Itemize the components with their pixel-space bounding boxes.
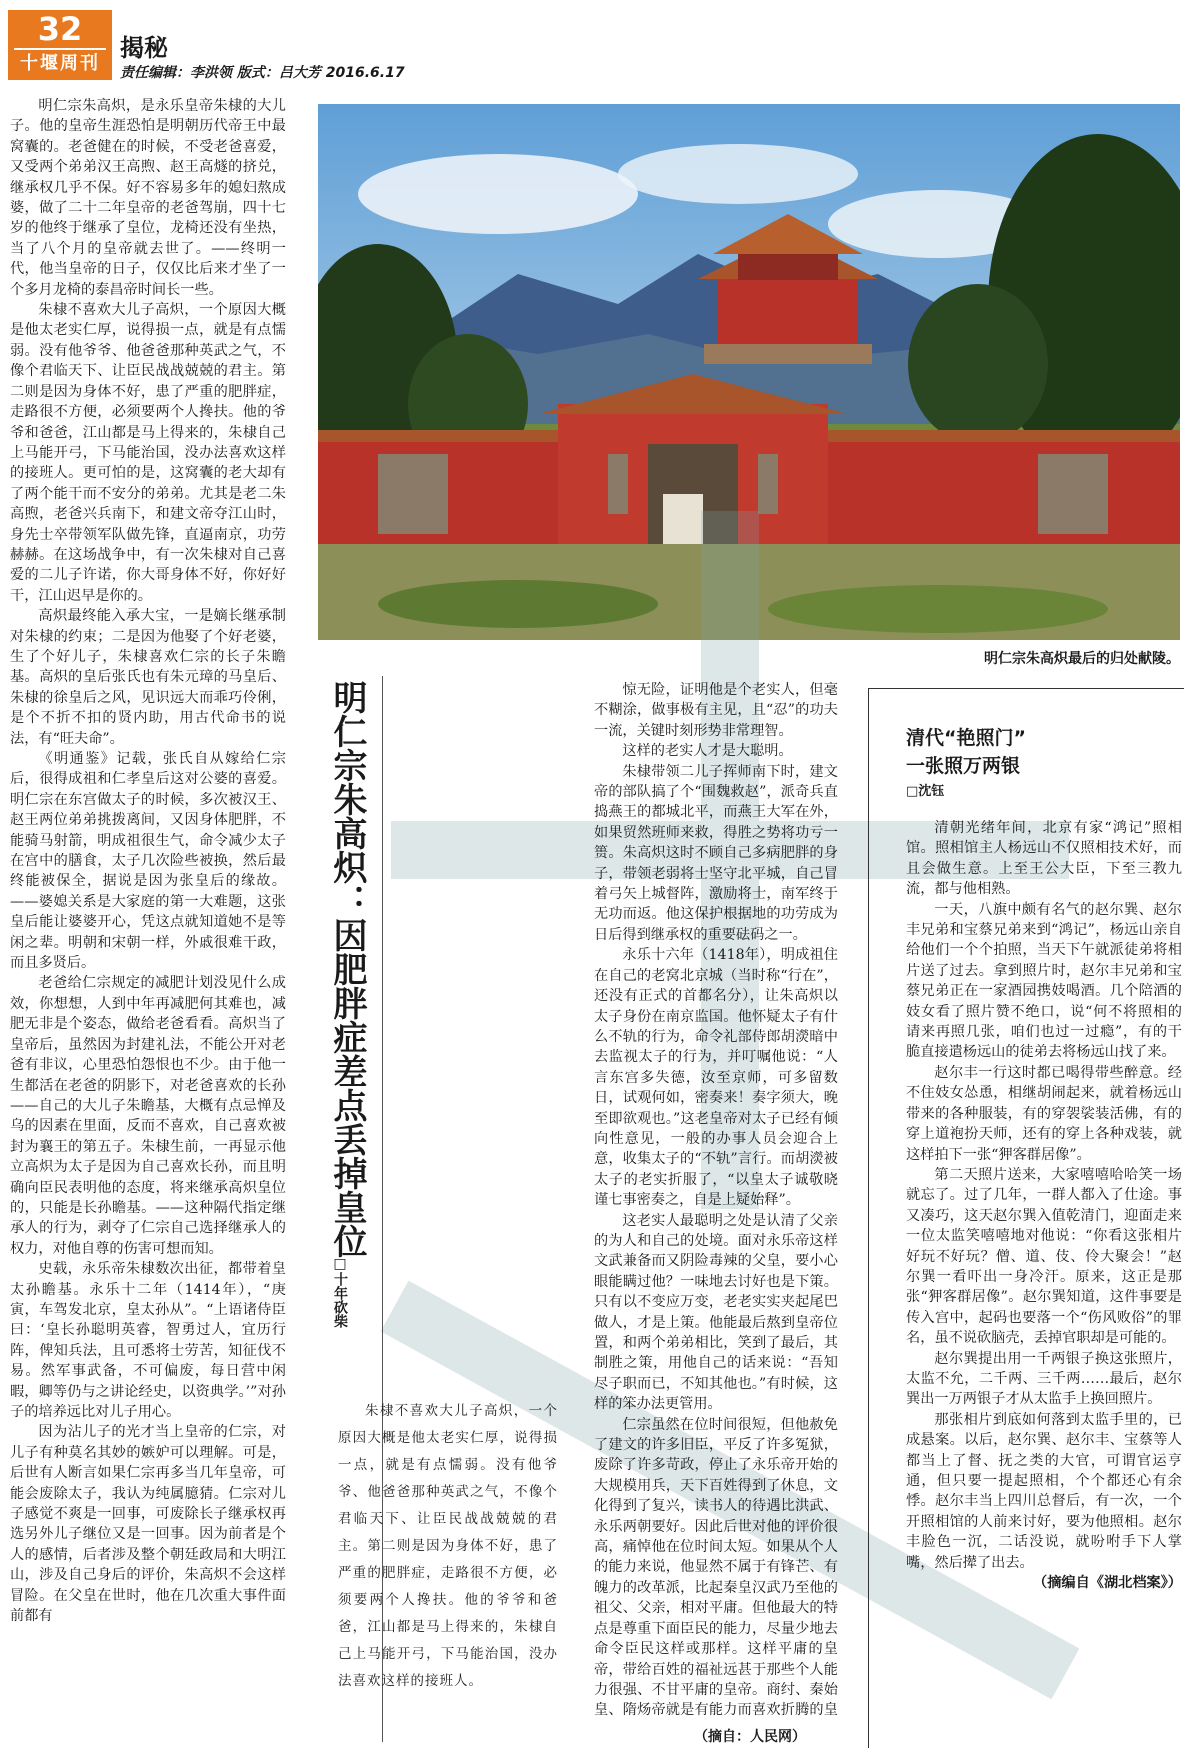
- photo-caption: 明仁宗朱高炽最后的归处献陵。: [984, 651, 1180, 667]
- side-article-paragraph: 赵尔巽提出用一千两银子换这张照片，太监不允，二千两、三千两……最后，赵尔巽出一万两银子才从太监手上换回照片。: [906, 1350, 1182, 1408]
- main-article-source: （摘自：人民网）: [694, 1729, 806, 1745]
- side-title-line-1: 清代“艳照门”: [906, 727, 1026, 749]
- article-paragraph: 老爸给仁宗规定的减肥计划没见什么成效，你想想，人到中年再减肥何其难也，减肥无非是个姿态，做给老爸看看。高炽当了皇帝后，虽然因为封建礼法，不能公开对老爸有非议，心里恐怕怨恨也不少。由于他一生都活在老爸的阴影下，对老爸喜欢的长孙——自己的大儿子朱瞻基，大概有点忌惮及乌的因素在里面，反而不喜欢，自己喜欢被封为襄王的第五子。朱棣生前，一再显示他立高炽为太子是因为自己喜欢长孙，而且明确向臣民表明他的态度，将来继承高炽皇位的，只能是长孙瞻基。——这种隔代指定继承人的行为，剥夺了仁宗自己选择继承人的权力，对他自尊的伤害可想而知。: [10, 975, 286, 1257]
- article-paragraph: 高炽最终能入承大宝，一是嫡长继承制对朱棣的约束；二是因为他娶了个好老婆，生了个好儿子，朱棣喜欢仁宗的长子朱瞻基。高炽的皇后张氏也有朱元璋的马皇后、朱棣的徐皇后之风，见识远大而乖巧伶俐，是个不折不扣的贤内助，用古代命书的说法，有“旺夫命”。: [10, 608, 286, 747]
- article-paragraph: 这样的老实人才是大聪明。: [622, 743, 793, 760]
- article-paragraph: 明仁宗朱高炽，是永乐皇帝朱棣的大儿子。他的皇帝生涯恐怕是明朝历代帝王中最窝囊的。老爸健在的时候，不受老爸喜爱，又受两个弟弟汉王高煦、赵王高燧的挤兑，继承权几乎不保。好不容易多年的媳妇熬成婆，做了二十二年皇帝的老爸驾崩，四十七岁的他终于继承了皇位，龙椅还没有坐热，当了八个月的皇帝就去世了。——终明一代，他当皇帝的日子，仅仅比后来才坐了一个多月龙椅的泰昌帝时间长一些。: [10, 98, 286, 298]
- article-paragraph: 朱棣带领二儿子挥师南下时，建文帝的部队搞了个“围魏救赵”，派奇兵直捣燕王的都城北平，而燕王大军在外，如果贸然班师来救，得胜之势将功亏一篑。朱高炽这时不顾自己多病肥胖的身子，带领老弱将士坚守北平城，自己冒着弓矢上城督阵，激励将士，南军终于无功而返。他这保护根据地的功劳成为日后得到继承权的重要砝码之一。: [594, 763, 838, 943]
- section-title: 揭秘: [120, 34, 168, 62]
- article-paragraph: 永乐十六年（1418年），明成祖住在自己的老窝北京城（当时称“行在”，还没有正式的首都名分），让朱高炽以太子身份在南京监国。他怀疑太子有什么不轨的行为，命令礼部侍郎胡濙暗中去监视太子的行为，并叮嘱他说：“人言东宫多失德，汝至京师，可多留数日，试观何如，密奏来！奏字须大，晚至即欲观也。”这老皇帝对太子已经有倾向性意见，一般的办事人员会迎合上意，收集太子的“不轨”言行。而胡濙被太子的老实折服了，“以皇太子诚敬晓谨七事密奏之，自是上疑始释”。: [594, 947, 838, 1209]
- pull-quote: 朱棣不喜欢大儿子高炽，一个原因大概是他太老实仁厚，说得损一点，就是有点懦弱。没有他爷爷、他爸爸那种英武之气，不像个君临天下、让臣民战战兢兢的君主。第二则是因为身体不好，患了严重的肥胖症，走路很不方便，必须要两个人搀扶。他的爷爷和爸爸，江山都是马上得来的，朱棣自己上马能开弓，下马能治国，没办法喜欢这样的接班人。: [338, 1403, 558, 1689]
- main-article-title: 明仁宗朱高炽：因肥胖症差点丢掉皇位: [327, 680, 367, 1258]
- left-column-text: [10, 96, 286, 1746]
- middle-column-text: [594, 680, 838, 1720]
- page-header: [0, 0, 1200, 90]
- page-number: 32: [37, 10, 83, 48]
- side-article-text: [906, 818, 1182, 1748]
- side-article-author: □沈钰: [906, 784, 945, 799]
- article-paragraph: 惊无险，证明他是个老实人，但毫不糊涂，做事极有主见，且“忍”的功夫一流，关键时刻形势非常理智。: [594, 682, 838, 739]
- article-paragraph: 这老实人最聪明之处是认清了父亲的为人和自己的处境。面对永乐帝这样文武兼备而又阴险毒辣的父皇，要小心眼能瞒过他？一味地去讨好也是下策。只有以不变应万变，老老实实夹起尾巴做人，才是上策。他能最后熬到皇帝位置，和两个弟弟相比，笑到了最后，其制胜之策，用他自己的话来说：“吾知尽子职而已，不知其他也。”有时候，这样的笨办法更管用。: [594, 1212, 838, 1413]
- article-paragraph: 仁宗虽然在位时间很短，但他赦免了建文的许多旧臣，平反了许多冤狱，废除了许多苛政，停止了永乐帝开始的大规模用兵，天下百姓得到了休息，文化得到了复兴，读书人的待遇比洪武、永乐两朝要好。因此后世对他的评价很高，痛悼他在位时间太短。如果从个人的能力来说，他显然不属于有锋芒、有魄力的改革派，比起秦皇汉武乃至他的祖父、父亲，相对平庸。但他最大的特点是尊重下面臣民的能力，尽量少地去命令臣民这样或那样。这样平庸的皇帝，带给百姓的福祉远甚于那些个人能力很强、不甘平庸的皇帝。商纣、秦始皇、隋炀帝就是有能力而喜欢折腾的皇: [594, 1416, 838, 1719]
- article-paragraph: 因为沾儿子的光才当上皇帝的仁宗，对儿子有种莫名其妙的嫉妒可以理解。可是，后世有人断言如果仁宗再多当几年皇帝，可能会废除太子，我认为纯属臆猜。仁宗对儿子感觉不爽是一回事，可废除长子继承权再选另外儿子继位又是一回事。因为前者是个人的感情，后者涉及整个朝廷政局和大明江山，涉及自己身后的评价，朱高炽不会这样冒险。在父皇在世时，他在几次重大事件面前都有: [10, 1424, 286, 1625]
- article-paragraph: 史载，永乐帝朱棣数次出征，都带着皇太孙瞻基。永乐十二年（1414年），“庚寅，车驾发北京，皇太孙从”。“上语诸侍臣曰：‘皇长孙聪明英睿，智勇过人，宜历行阵，俾知兵法，且可悉将士劳苦，知征伐不易。然军事武备，不可偏废，每日营中闲暇，卿等仍与之讲论经史，以资典学。’”对孙子的培养远比对儿子用心。: [10, 1261, 286, 1420]
- side-title-line-2: 一张照万两银: [906, 755, 1021, 777]
- editor-line: 责任编辑：李洪领 版式：吕大芳 2016.6.17: [120, 65, 405, 81]
- side-article-source: （摘编自《湖北档案》）: [1033, 1575, 1182, 1592]
- stele-sign: [663, 494, 703, 544]
- side-article-paragraph: 清朝光绪年间，北京有家“鸿记”照相馆。照相馆主人杨远山不仅照相技术好，而且会做生意。上至王公大臣，下至三教九流，都与他相熟。: [906, 820, 1182, 898]
- side-article-paragraph: 赵尔丰一行这时都已喝得带些醉意。经不住妓女怂恿，相继胡闹起来，就着杨远山带来的各种服装，有的穿袈裟装活佛，有的穿上道袍扮天师，还有的穿上各种戏装，就这样拍下一张“狎客群居像”。: [906, 1064, 1182, 1163]
- side-article-title: [906, 724, 1026, 780]
- main-article-byline: □十年砍柴: [332, 1256, 348, 1328]
- article-paragraph: 《明通鉴》记载，张氏自从嫁给仁宗后，很得成祖和仁孝皇后这对公婆的喜爱。明仁宗在东宫做太子的时候，多次被汉王、赵王两位弟弟挑拨离间，又因身体肥胖，不能骑马射箭，明成祖很生气，命令减少太子在宫中的膳食，太子几次险些被换，然后最终能被保全，据说是因为张皇后的缘故。——婆媳关系是大家庭的第一大难题，这张皇后能让婆婆开心，凭这点就知道她不是等闲之辈。明朝和宋朝一样，外戚很难干政，而且多贤后。: [10, 751, 286, 972]
- side-article-paragraph: 一天，八旗中颇有名气的赵尔巽、赵尔丰兄弟和宝蔡兄弟来到“鸿记”，杨远山亲自给他们一个个拍照，当天下午就派徒弟将相片送了过去。拿到照片时，赵尔丰兄弟和宝蔡兄弟正在一家酒园携妓喝酒。几个陪酒的妓女看了照片赞不绝口，说“何不将照相的请来再照几张，咱们也过一过瘾”，有的干脆直接遣杨远山的徒弟去将杨远山找了来。: [906, 901, 1182, 1061]
- paper-name: 十堰周刊: [14, 48, 106, 78]
- side-article-paragraph: 第二天照片送来，大家嘻嘻哈哈笑一场就忘了。过了几年，一群人都入了仕途。事又凑巧，这天赵尔巽入值乾清门，迎面走来一位太监笑嘻嘻地对他说：“你看这张相片好玩不好玩？僧、道、伎、伶大聚会！”赵尔巽一看吓出一身冷汗。原来，这正是那张“狎客群居像”。赵尔巽知道，这件事要是传入宫中，起码也要落一个“伤风败俗”的罪名，虽不说砍脑壳，丢掉官职却是可能的。: [906, 1166, 1182, 1347]
- tomb-photo: [318, 104, 1180, 640]
- side-article-paragraph: 那张相片到底如何落到太监手里的，已成悬案。以后，赵尔巽、赵尔丰、宝蔡等人都当上了督、抚之类的大官，可谓官运亨通，但只要一提起照相，个个都还心有余悸。赵尔丰当上四川总督后，有一次，一个开照相馆的人前来讨好，要为他照相。赵尔丰脸色一沉，二话没说，就吩咐手下人掌嘴，然后撵了出去。: [906, 1411, 1182, 1571]
- article-paragraph: 朱棣不喜欢大儿子高炽，一个原因大概是他太老实仁厚，说得损一点，就是有点懦弱。没有他爷爷、他爸爸那种英武之气，不像个君临天下、让臣民战战兢兢的君主。第二则是因为身体不好，患了严重的肥胖症，走路很不方便，必须要两个人搀扶。他的爷爷和爸爸，江山都是马上得来的，朱棣自己上马能开弓，下马能治国，没办法喜欢这样的接班人。更可怕的是，这窝囊的老大却有了两个能干而不安分的弟弟。尤其是老二朱高煦，老爸兴兵南下，和建文帝夺江山时，身先士卒带领军队做先锋，直逼南京，功劳赫赫。在这场战争中，有一次朱棣对自己喜爱的二儿子许诺，你大哥身体不好，你好好干，江山迟早是你的。: [10, 302, 286, 604]
- xianling-tomb-illustration: [318, 104, 1180, 640]
- page-badge: [8, 10, 112, 80]
